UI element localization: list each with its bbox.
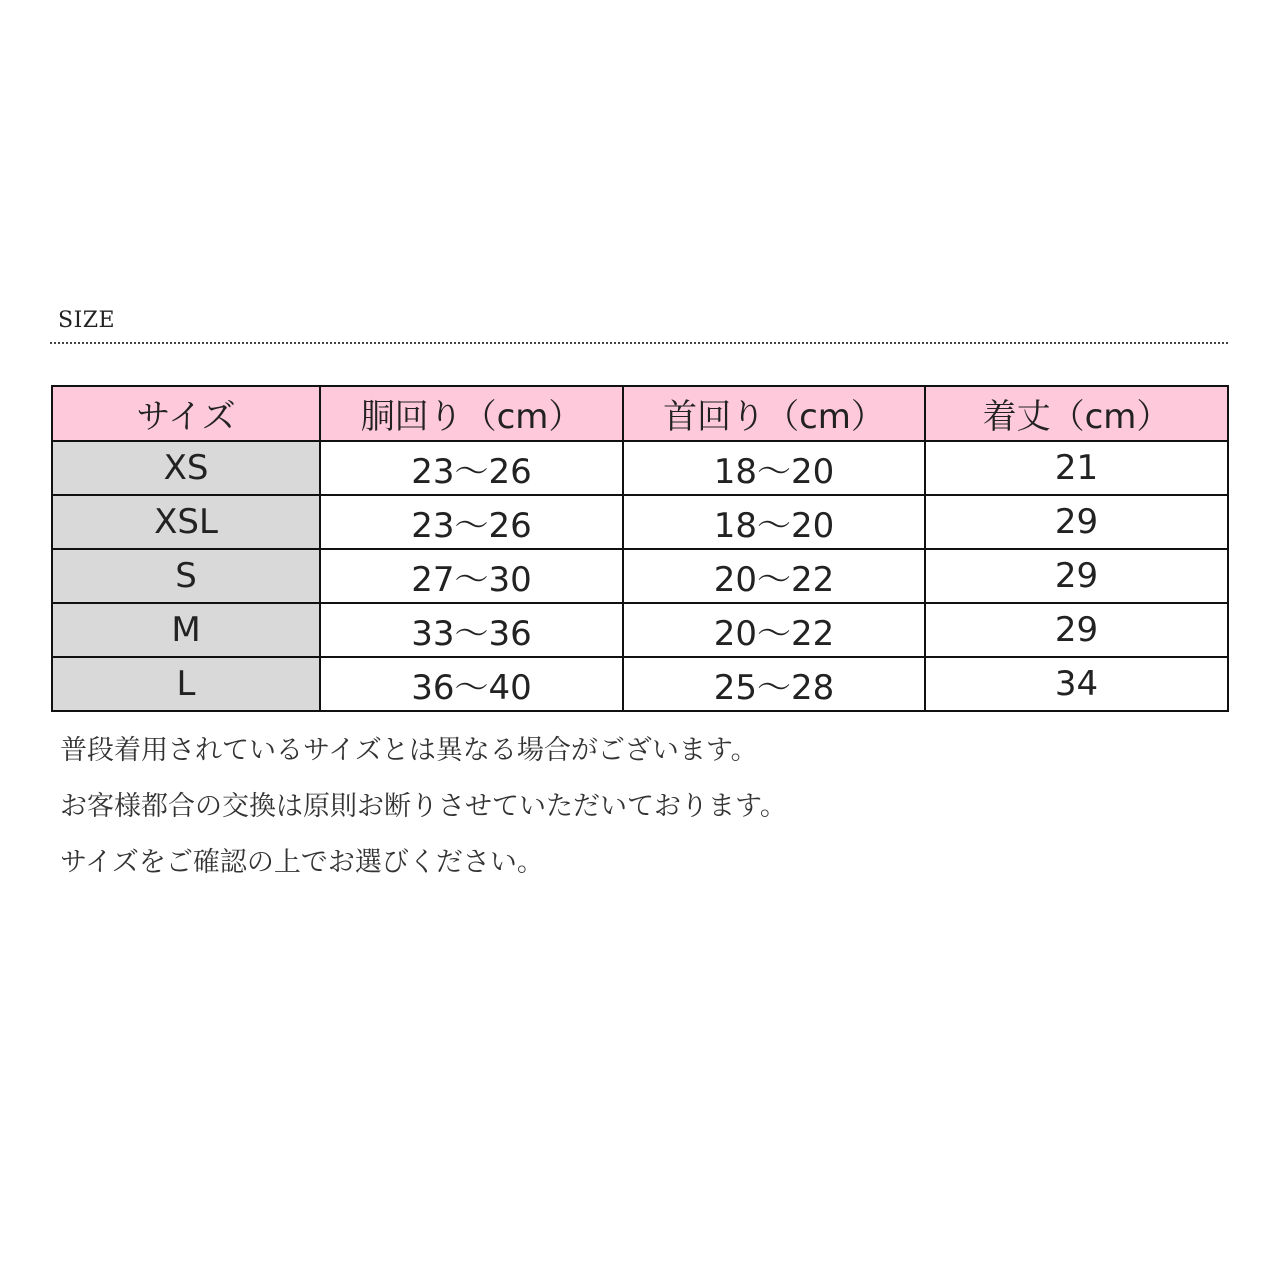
size-chart-table (51, 385, 1229, 712)
header-length: 着丈（cm） (925, 386, 1228, 441)
header-size: サイズ (52, 386, 320, 441)
waist-cell: 27～30 (320, 549, 623, 603)
table-row (52, 495, 1228, 549)
size-cell: L (52, 657, 320, 711)
waist-cell: 23～26 (320, 495, 623, 549)
dotted-divider (50, 342, 1228, 344)
note-line: サイズをご確認の上でお選びください。 (60, 847, 544, 878)
note-line: 普段着用されているサイズとは異なる場合がございます。 (60, 735, 758, 766)
neck-cell: 25～28 (623, 657, 925, 711)
size-cell: XSL (52, 495, 320, 549)
length-cell: 29 (925, 549, 1228, 603)
waist-cell: 33～36 (320, 603, 623, 657)
neck-cell: 20～22 (623, 603, 925, 657)
size-cell: M (52, 603, 320, 657)
neck-cell: 18～20 (623, 495, 925, 549)
table-row (52, 657, 1228, 711)
size-cell: XS (52, 441, 320, 495)
waist-cell: 23～26 (320, 441, 623, 495)
header-waist: 胴回り（cm） (320, 386, 623, 441)
size-cell: S (52, 549, 320, 603)
length-cell: 21 (925, 441, 1228, 495)
length-cell: 29 (925, 495, 1228, 549)
waist-cell: 36～40 (320, 657, 623, 711)
length-cell: 29 (925, 603, 1228, 657)
table-header-row (52, 386, 1228, 441)
note-line: お客様都合の交換は原則お断りさせていただいております。 (60, 791, 787, 822)
notes-block (60, 728, 787, 896)
neck-cell: 20～22 (623, 549, 925, 603)
section-title: SIZE (58, 308, 116, 333)
table-row (52, 603, 1228, 657)
length-cell: 34 (925, 657, 1228, 711)
table-row (52, 549, 1228, 603)
table-row (52, 441, 1228, 495)
header-neck: 首回り（cm） (623, 386, 925, 441)
neck-cell: 18～20 (623, 441, 925, 495)
